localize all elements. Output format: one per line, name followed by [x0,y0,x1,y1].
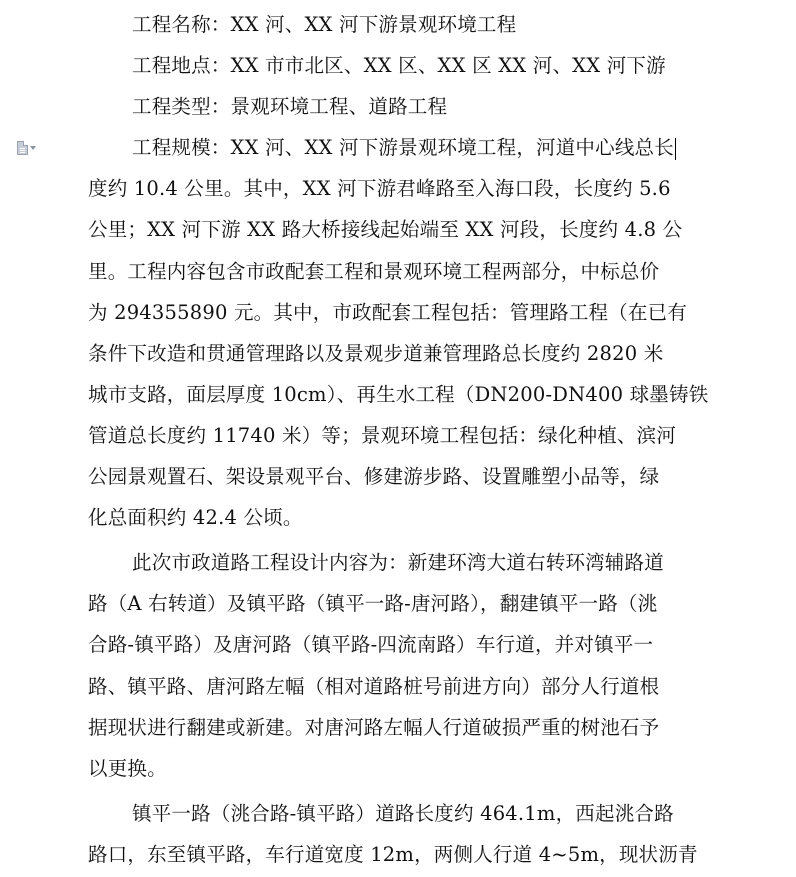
paragraph-line: 管道总长度约 11740 米）等；景观环境工程包括：绿化种植、滨河 [88,423,677,447]
paragraph-line: 里。工程内容包含市政配套工程和景观环境工程两部分，中标总价 [88,259,660,283]
paragraph-line: 条件下改造和贯通管理路以及景观步道兼管理路总长度约 2820 米 [88,341,664,365]
project-scale-paragraph [88,127,714,538]
project-name-line: 工程名称：XX 河、XX 河下游景观环境工程 [132,13,517,36]
paragraph-line: 路（A 右转道）及镇平路（镇平一路-唐河路），翻建镇平一路（洮 [88,592,658,616]
paragraph-line: 此次市政道路工程设计内容为：新建环湾大道右转环湾辅路道 [132,551,664,575]
paragraph-line: 为 294355890 元。其中，市政配套工程包括：管理路工程（在已有 [88,300,688,324]
paragraph-line: 城市支路，面层厚度 10cm）、再生水工程（DN200-DN400 球墨铸铁 [88,382,709,406]
paragraph-line: 公里；XX 河下游 XX 路大桥接线起始端至 XX 河段，长度约 4.8 公 [88,218,683,242]
paragraph-line [88,127,714,168]
paragraph-line: 路、镇平路、唐河路左幅（相对道路桩号前进方向）部分人行道根 [88,674,660,698]
paragraph-line: 合路-镇平路）及唐河路（镇平路-四流南路）车行道，并对镇平一 [88,633,654,657]
project-type-line: 工程类型：景观环境工程、道路工程 [132,95,448,119]
paragraph-line: 以更换。 [88,756,167,780]
document-body[interactable] [88,4,714,875]
paragraph-line: 化总面积约 42.4 公顷。 [88,506,303,530]
design-content-paragraph [88,542,714,789]
document-paragraph-icon[interactable] [17,140,51,156]
paragraph-line-text: 工程规模：XX 河、XX 河下游景观环境工程，河道中心线总长 [132,136,674,160]
paragraph-line: 镇平一路（洮合路-镇平路）道路长度约 464.1m，西起洮合路 [132,801,674,825]
paragraph-line: 度约 10.4 公里。其中，XX 河下游君峰路至入海口段，长度约 5.6 [88,177,671,201]
paragraph-line: 公园景观置石、架设景观平台、修建游步路、设置雕塑小品等，绿 [88,465,660,489]
project-location-line: 工程地点：XX 市市北区、XX 区、XX 区 XX 河、XX 河下游 [132,54,666,78]
chevron-down-icon [30,146,36,150]
paragraph-line: 路口，东至镇平路，车行道宽度 12m，两侧人行道 4~5m，现状沥青 [88,842,698,866]
text-cursor [675,138,676,160]
document-sheet-icon [17,141,28,155]
zhenping-road-paragraph [88,793,714,875]
paragraph-line: 据现状进行翻建或新建。对唐河路左幅人行道破损严重的树池石予 [88,715,660,739]
